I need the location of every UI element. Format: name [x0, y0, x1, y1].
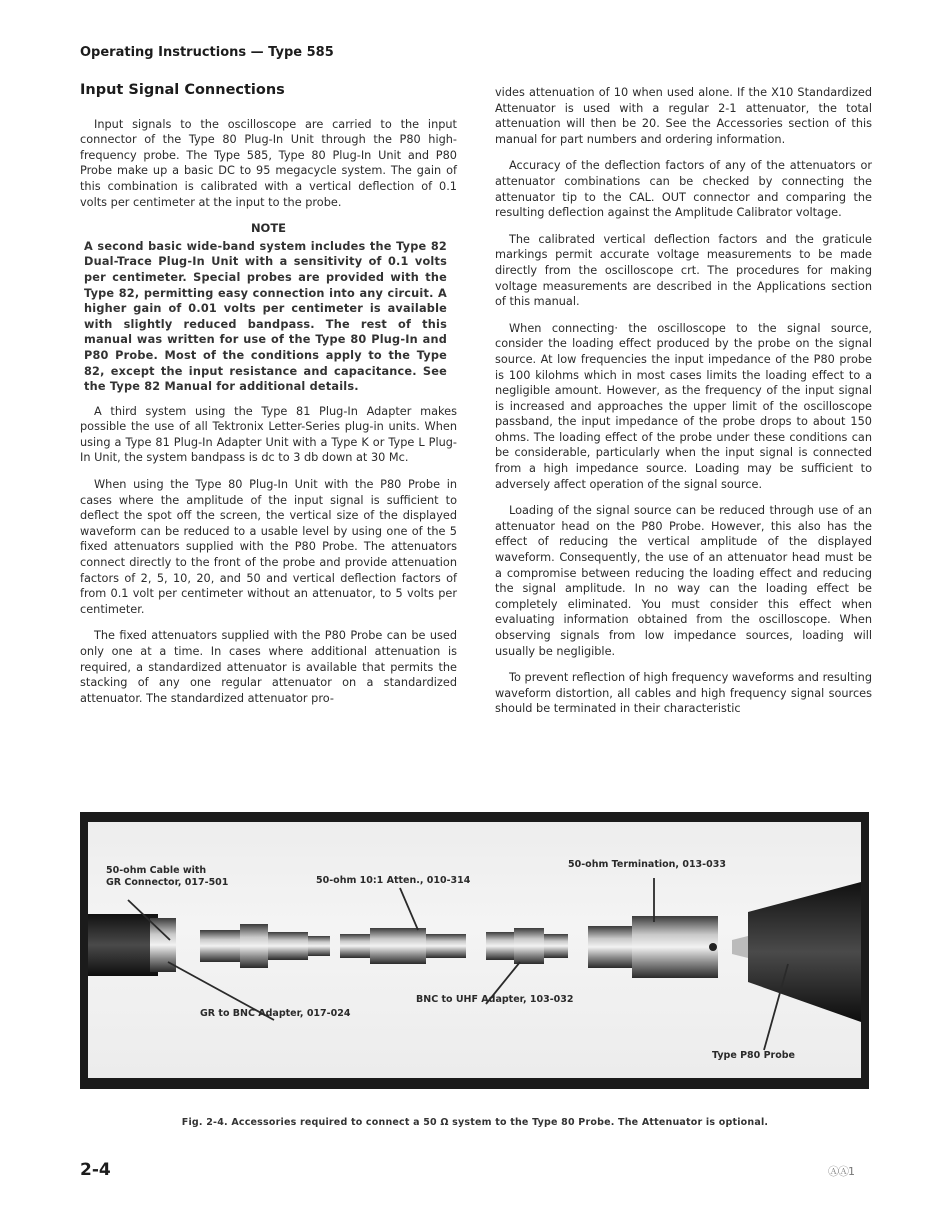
label-cable	[106, 865, 228, 889]
attenuator	[340, 928, 466, 964]
accessories-photo	[80, 812, 869, 1089]
paragraph: Loading of the signal source can be reduced through use of an attenuator head on the P80 Probe. However, this also has the effect of reducing the vertical amplitude of the displayed waveform. Consequently, the use of an attenuator head must be a compromise between reducing the loading effect and reducing the signal amplitude. In no way can the loading effect be completely eliminated. You must consider this effect when evaluating information obtained from the oscilloscope. When observing signals from low impedance sources, loading will usually be negligible.	[495, 504, 872, 658]
paragraph: When connecting· the oscilloscope to the signal source, consider the loading effect produced by the probe on the signal source. At low frequencies the input impedance of the P80 probe is 100 kilohms which in most cases limits the loading effect to a negligible amount. However, as the frequency of the input signal is increased and approaches the upper limit of the oscilloscope passband, the input impedance of the probe drops to about 150 ohms. The loading effect of the probe under these conditions can be considerable, particularly when the input signal is connected from a high impedance source. Loading may be sufficient to adversely affect operation of the signal source.	[495, 321, 872, 491]
section-title: Input Signal Connections	[80, 82, 285, 98]
note-body: A second basic wide-band system includes the Type 82 Dual-Trace Plug-In Unit with a sensitivity of 0.1 volts per centimeter. Special probes are provided with the Type 82, permitting easy connection into any circuit. A higher gain of 0.01 volts per centimeter is available with slightly reduced bandpass. The rest of this manual was written for use of the Type 80 Plug-In and P80 Probe. Most of the conditions apply to the Type 82, except the input resistance and capacitance. See the Type 82 Manual for additional details.	[84, 239, 447, 394]
paragraph: A third system using the Type 81 Plug-In Adapter makes possible the use of all Tektronix Letter-Series plug-in units. When using a Type 81 Plug-In Adapter Unit with a Type K or Type L Plug-In Unit, the system bandpass is dc to 3 db down at 30 Mc.	[80, 404, 457, 465]
p80-probe	[732, 882, 861, 1022]
paragraph: Input signals to the oscilloscope are carried to the input connector of the Type 80 Plug-In Unit through the P80 high-frequency probe. The Type 585, Type 80 Plug-In Unit and P80 Probe make up a basic DC to 95 megacycle system. The gain of this combination is calibrated with a vertical deflection of 0.1 volts per centimeter at the input to the probe.	[80, 117, 457, 209]
gr-to-bnc-adapter	[200, 924, 330, 968]
paragraph: vides attenuation of 10 when used alone. If the X10 Standardized Attenuator is used with a regular 2-1 attenuator, the total attenuation will then be 20. See the Accessories section of this manual for part numbers and ordering information.	[495, 86, 872, 146]
label-termination: 50-ohm Termination, 013-033	[568, 859, 726, 870]
paragraph: Accuracy of the deflection factors of any of the attenuators or attenuator combinations can be checked by connecting the attenuator tip to the CAL. OUT connector and comparing the resulting deflection against the Amplitude Calibrator voltage.	[495, 159, 872, 220]
photo-background	[88, 822, 861, 1078]
label-probe: Type P80 Probe	[712, 1050, 796, 1061]
running-header: Operating Instructions — Type 585	[80, 45, 334, 60]
paragraph: When using the Type 80 Plug-In Unit with the P80 Probe in cases where the amplitude of the input signal is sufficient to deflect the spot off the screen, the vertical size of the displayed waveform can be reduced to a usable level by using one of the 5 fixed attenuators supplied with the P80 Probe. The attenuators connect directly to the front of the probe and provide attenuation factors of 2, 5, 10, 20, and 50 and vertical deflection factors of from 0.1 volt per centimeter without an attenuator, to 5 volts per centimeter.	[80, 478, 457, 616]
figure-caption: Fig. 2-4. Accessories required to connect a 50 Ω system to the Type 80 Probe. The Attenuator is optional.	[181, 1117, 769, 1128]
gr-cable	[88, 914, 176, 976]
paragraph: To prevent reflection of high frequency waveforms and resulting waveform distortion, all cables and high frequency signal sources should be terminated in their characteristic	[495, 671, 872, 716]
page-number: 2-4	[80, 1160, 111, 1180]
accessories-illustration	[88, 822, 861, 1078]
paragraph: The fixed attenuators supplied with the P80 Probe can be used only one at a time. In cases where additional attenuation is required, a standardized attenuator is available that permits the stacking of any one regular attenuator on a standardized attenuator. The standardized attenuator pro-	[80, 629, 457, 705]
publisher-logo: ⒶⒶ1	[828, 1165, 854, 1178]
termination	[588, 916, 718, 978]
paragraph: The calibrated vertical deflection factors and the graticule markings permit accurate voltage measurements to be made directly from the oscilloscope crt. The procedures for making voltage measurements are described in the Applications section of this manual.	[495, 232, 872, 309]
label-cable-line2: GR Connector, 017-501	[106, 877, 229, 888]
note-heading: NOTE	[250, 221, 287, 236]
label-gr-bnc: GR to BNC Adapter, 017-024	[200, 1008, 351, 1019]
label-cable-line1: 50-ohm Cable with	[106, 865, 207, 876]
left-column	[80, 83, 457, 717]
bnc-to-uhf-adapter	[486, 928, 568, 964]
label-attenuator: 50-ohm 10:1 Atten., 010-314	[316, 875, 471, 886]
label-bnc-uhf: BNC to UHF Adapter, 103-032	[416, 994, 574, 1005]
right-column	[495, 85, 872, 728]
